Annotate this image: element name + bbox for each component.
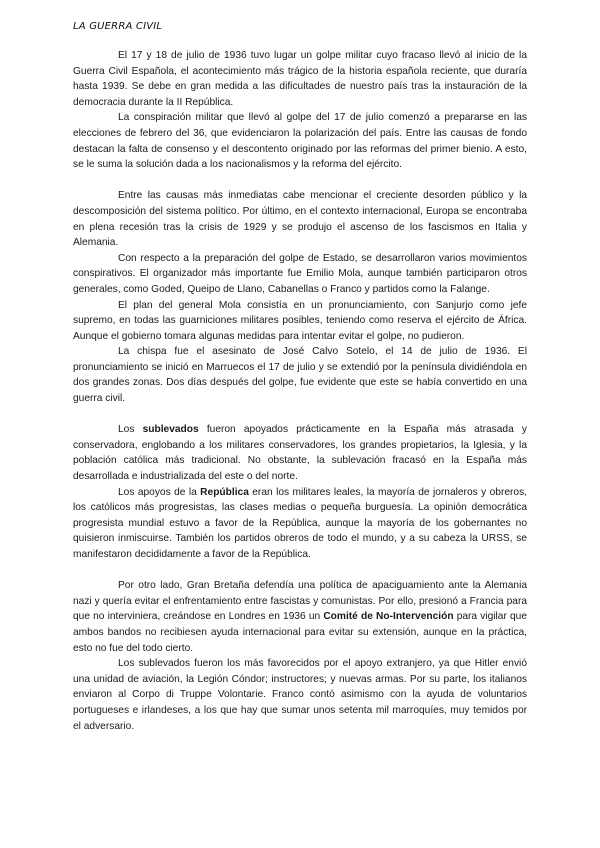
paragraph-9-text-end: para vigilar que ambos bandos no recibiesen ayuda internacional para evitar su extensión, aunque en la práctica, esto no fue del todo cierto. [73,611,527,654]
paragraph-8-text-start: Los apoyos de la [118,486,201,498]
paragraph-7 [73,422,527,484]
paragraph-9-bold-term: Comité de No-Intervención [323,611,454,623]
paragraph-gap [73,407,527,423]
page-header: LA GUERRA CIVIL [73,21,163,32]
paragraph-5: El plan del general Mola consistía en un pronunciamiento, con Sanjurjo como jefe supremo, en todas las guarniciones militares posibles, teniendo como reserva el ejército de África. Aunque el gobierno tomara algunas medidas para intentar evitar el golpe, no pudieron. [73,299,527,342]
paragraph-3: Entre las causas más inmediatas cabe mencionar el creciente desorden público y la descomposición del sistema político. Por último, en el contexto internacional, Europa se encontraba en plena recesión tras la crisis de 1929 y se produjo el ascenso de los fascismos en Italia y Alemania. [73,190,527,249]
paragraph-7-text-end: fueron apoyados prácticamente en la España más atrasada y conservadora, englobando a los militares conservadores, los grandes propietarios, la Iglesia, y la población católica más tradicional. No obstante, la sublevación fracasó en la España más desarrollada e industrializada del este o del norte. [73,424,527,483]
paragraph-4: Con respecto a la preparación del golpe de Estado, se desarrollaron varios movimientos conspirativos. El organizador más importante fue Emilio Mola, aunque también participaron otros generales, como Goded, Queipo de Llano, Cabanellas o Franco y partidos como la Falange. [73,252,527,295]
paragraph-9 [73,578,527,656]
paragraph-10: Los sublevados fueron los más favorecidos por el apoyo extranjero, ya que Hitler envió una unidad de aviación, la Legión Cóndor; instructores; y nuevas armas. Por su parte, los italianos enviaron al Corpo di Truppe Volontarie. Franco contó asimismo con la ayuda de voluntarios portugueses e irlandeses, a los que hay que sumar unos setenta mil marroquíes, muy temidos por el adversario. [73,658,527,732]
paragraph-8-text-end: eran los militares leales, la mayoría de jornaleros y obreros, los católicos más progresistas, las clases medias o pequeña burguesía. La opinión democrática progresista mundial estuvo a favor de la República, aunque la mayoría de los gobernantes no quisieron inmiscuirse. También los partidos obreros de todo el mundo, y a su cabeza la URSS, se manifestaron decididamente a favor de la República. [73,486,527,560]
paragraph-6: La chispa fue el asesinato de José Calvo Sotelo, el 14 de julio de 1936. El pronunciamiento se inició en Marruecos el 17 de julio y se extendió por la península dividiéndola en dos grandes zonas. Dos días después del golpe, fue evidente que este se había convertido en una guerra civil. [73,346,527,405]
paragraph-9-text-start: Por otro lado, Gran Bretaña defendía una política de apaciguamiento ante la Alemania nazi y quería evitar el enfrentamiento entre fascistas y comunistas. Por ello, presionó a Francia para que no interviniera, creándose en Londres en 1936 un [73,580,527,623]
paragraph-gap [73,173,527,189]
paragraph-gap [73,563,527,579]
paragraph-8 [73,485,527,563]
paragraph-2: La conspiración militar que llevó al golpe del 17 de julio comenzó a prepararse en las elecciones de febrero del 36, que evidenciaron la polarización del país. Entre las causas de fondo destacan la falta de consenso y el descontento originado por las reformas del primer bienio. A esto, se le suma la solución dada a los nacionalismos y la reforma del ejército. [73,112,527,171]
paragraph-8-bold-term: República [200,486,249,498]
paragraph-7-text-start: Los [118,424,143,436]
paragraph-7-bold-term: sublevados [142,424,199,436]
document-body [73,48,527,734]
paragraph-1: El 17 y 18 de julio de 1936 tuvo lugar un golpe militar cuyo fracaso llevó al inicio de la Guerra Civil Española, el acontecimiento más trágico de la historia española reciente, que duraría hasta 1939. Se debe en gran medida a las dificultades de nuestro país tras la instauración de la democracia durante la II República. [73,50,527,108]
